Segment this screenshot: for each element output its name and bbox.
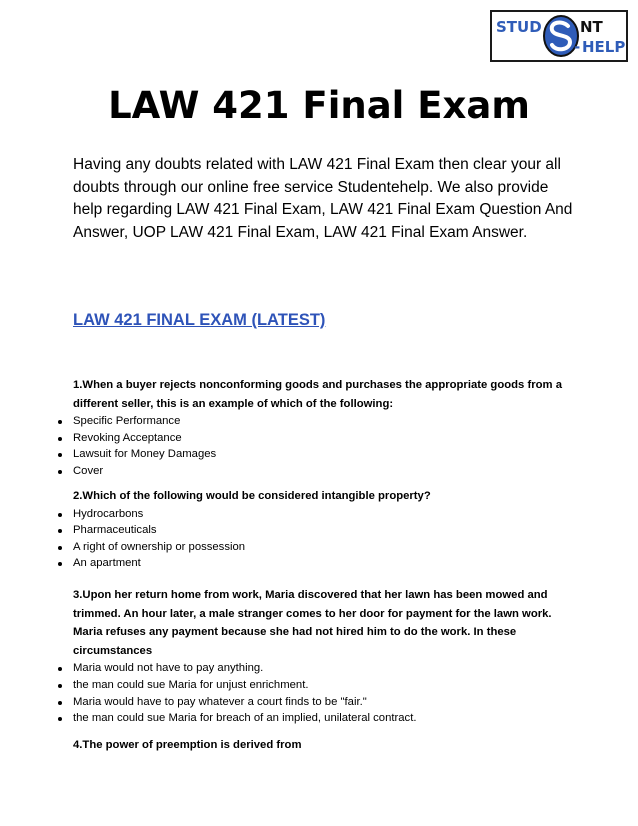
bullet-icon: [58, 470, 62, 474]
option-label: Cover: [73, 464, 104, 477]
bullet-icon: [58, 437, 62, 441]
option-item: [0, 522, 638, 539]
option-item: [0, 539, 638, 556]
option-label: Maria would have to pay whatever a court finds to be "fair.": [73, 695, 367, 708]
bullet-icon: [58, 546, 62, 550]
intro-paragraph: Having any doubts related with LAW 421 Final Exam then clear your all doubts through our online free service Studentehelp. We also provide help regarding LAW 421 Final Exam, LAW 421 Final Exam Question And Answer, UOP LAW 421 Final Exam, LAW 421 Final Exam Answer.: [73, 156, 573, 241]
option-item: [0, 413, 638, 430]
question-text: 1.When a buyer rejects nonconforming goods and purchases the appropriate goods from a different seller, this is an example of which of the following:: [73, 379, 562, 410]
option-item: [0, 506, 638, 523]
option-item: [0, 446, 638, 463]
option-item: [0, 710, 638, 727]
student-help-logo: [490, 10, 628, 62]
bullet-icon: [58, 529, 62, 533]
bullet-icon: [58, 701, 62, 705]
question-text: 2.Which of the following would be considered intangible property?: [73, 490, 431, 502]
question-block-3: [0, 586, 638, 727]
logo-text-help: HELP: [582, 38, 626, 56]
question-block-2: [0, 487, 638, 572]
student-help-logo-graphic: [492, 12, 626, 60]
bullet-icon: [58, 667, 62, 671]
option-item: [0, 463, 638, 480]
option-list: [0, 506, 638, 572]
option-item: [0, 430, 638, 447]
bullet-icon: [58, 562, 62, 566]
option-label: Pharmaceuticals: [73, 524, 157, 537]
bullet-icon: [58, 717, 62, 721]
question-text: 4.The power of preemption is derived from: [73, 739, 302, 751]
option-item: [0, 660, 638, 677]
option-item: [0, 677, 638, 694]
option-item: [0, 555, 638, 572]
logo-text-stud: STUD: [496, 18, 542, 36]
latest-exam-link[interactable]: LAW 421 FINAL EXAM (LATEST): [73, 311, 326, 329]
question-text: 3.Upon her return home from work, Maria discovered that her lawn has been mowed and trimmed. An hour later, a male stranger comes to her door for payment for the lawn work. Maria refuses any payment because she had not hired him to do the work. In these circumstances: [73, 589, 552, 657]
option-label: Hydrocarbons: [73, 507, 144, 520]
question-block-1: [0, 376, 638, 480]
option-label: Maria would not have to pay anything.: [73, 662, 264, 675]
option-label: A right of ownership or possession: [73, 540, 246, 553]
option-label: An apartment: [73, 557, 141, 570]
bullet-icon: [58, 453, 62, 457]
option-label: Lawsuit for Money Damages: [73, 448, 217, 461]
option-label: the man could sue Maria for breach of an implied, unilateral contract.: [73, 712, 417, 725]
bullet-icon: [58, 420, 62, 424]
bullet-icon: [58, 513, 62, 517]
page-title: LAW 421 Final Exam: [108, 84, 530, 127]
option-label: Revoking Acceptance: [73, 431, 182, 444]
logo-text-nt: NT: [580, 18, 603, 36]
question-block-4: [0, 736, 638, 755]
logo-text-dash: -: [574, 38, 581, 56]
option-list: [0, 413, 638, 479]
option-item: [0, 694, 638, 711]
option-label: the man could sue Maria for unjust enrichment.: [73, 678, 309, 691]
option-list: [0, 660, 638, 726]
option-label: Specific Performance: [73, 415, 181, 428]
bullet-icon: [58, 684, 62, 688]
